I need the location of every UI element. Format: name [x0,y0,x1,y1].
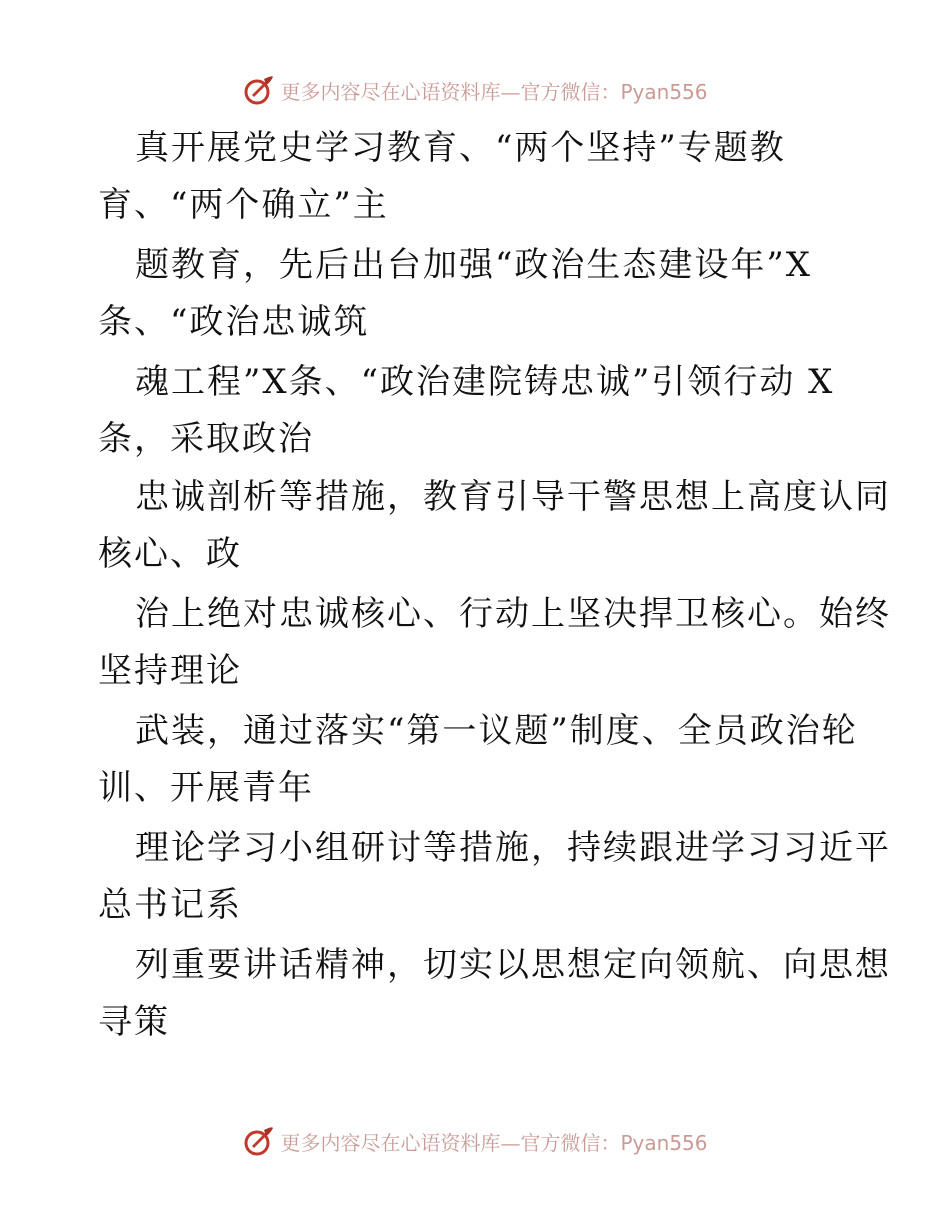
text-line: 育、“两个确立”主 [98,185,389,225]
text-line: 总书记系 [98,885,242,925]
text-line: 条、“政治忠诚筑 [98,302,370,342]
watermark-text: 更多内容尽在心语资料库—官方微信：Pyan556 [280,79,708,104]
text-line: 真开展党史学习教育、“两个坚持”专题教 [135,128,786,168]
text-line: 条，采取政治 [98,419,314,459]
text-line: 坚持理论 [98,651,242,691]
text-line: 武装，通过落实“第一议题”制度、全员政治轮 [135,711,858,751]
text-line: 核心、政 [98,534,242,574]
watermark-text: 更多内容尽在心语资料库—官方微信：Pyan556 [280,1130,708,1155]
text-line: 治上绝对忠诚核心、行动上坚决捍卫核心。始终 [135,594,891,634]
text-line: 忠诚剖析等措施，教育引导干警思想上高度认同 [135,477,891,517]
footer-watermark [0,1121,950,1161]
text-line: 题教育，先后出台加强“政治生态建设年”X [135,245,812,285]
text-line: 魂工程”X条、“政治建院铸忠诚”引领行动 X [135,362,835,402]
quill-logo-icon [242,1124,276,1158]
text-line: 列重要讲话精神，切实以思想定向领航、向思想 [135,945,891,985]
text-line: 训、开展青年 [98,768,314,808]
text-line: 理论学习小组研讨等措施，持续跟进学习习近平 [135,828,891,868]
text-line: 寻策 [98,1002,170,1042]
